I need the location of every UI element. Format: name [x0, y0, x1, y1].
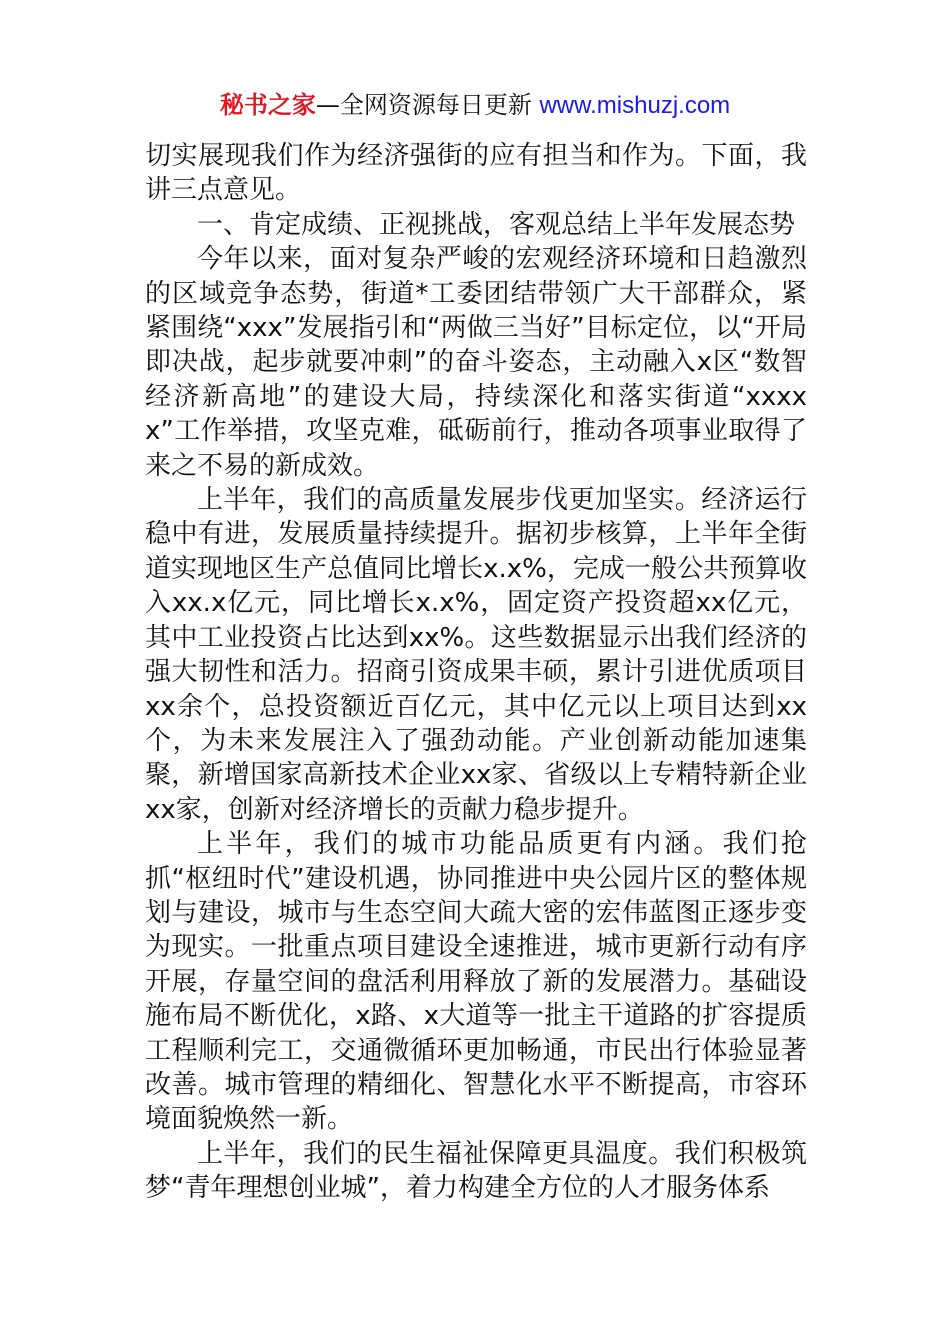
site-brand: 秘书之家	[219, 91, 316, 119]
site-url[interactable]: www.mishuzj.com	[539, 92, 731, 119]
section-heading: 一、肯定成绩、正视挑战，客观总结上半年发展态势	[197, 209, 796, 240]
paragraph: 上半年，我们的高质量发展步伐更加坚实。经济运行稳中有进，发展质量持续提升。据初步核算，上半年全街道实现地区生产总值同比增长x.x%，完成一般公共预算收入xx.x亿元，同比增长x.x%，固定资产投资超xx亿元，其中工业投资占比达到xx%。这些数据显示出我们经济的强大韧性和活力。招商引资成果丰硕，累计引进优质项目xx余个，总投资额近百亿元，其中亿元以上项目达到xx个，为未来发展注入了强劲动能。产业创新动能加速集聚，新增国家高新技术企业xx家、省级以上专精特新企业xx家，创新对经济增长的贡献力稳步提升。	[145, 485, 807, 825]
paragraph: 上半年，我们的民生福祉保障更具温度。我们积极筑梦“青年理想创业城”，着力构建全方位的人才服务体系	[145, 1138, 807, 1204]
paragraph: 上半年，我们的城市功能品质更有内涵。我们抢抓“枢纽时代”建设机遇，协同推进中央公园片区的整体规划与建设，城市与生态空间大疏大密的宏伟蓝图正逐步变为现实。一批重点项目建设全速推进，城市更新行动有序开展，存量空间的盘活利用释放了新的发展潜力。基础设施布局不断优化，x路、x大道等一批主干道路的扩容提质工程顺利完工，交通微循环更加畅通，市民出行体验显著改善。城市管理的精细化、智慧化水平不断提高，市容环境面貌焕然一新。	[145, 829, 807, 1135]
paragraph-continuation: 切实展现我们作为经济强街的应有担当和作为。下面，我讲三点意见。	[145, 141, 807, 206]
paragraph: 今年以来，面对复杂严峻的宏观经济环境和日趋激烈的区域竞争态势，街道*工委团结带领广大干部群众，紧紧围绕“xxx”发展指引和“两做三当好”目标定位，以“开局即决战，起步就要冲刺”的奋斗姿态，主动融入x区“数智经济新高地”的建设大局，持续深化和落实街道“xxxxx”工作举措，攻坚克难，砥砺前行，推动各项事业取得了来之不易的新成效。	[145, 244, 807, 481]
site-slogan: —全网资源每日更新	[315, 91, 540, 119]
site-header	[0, 88, 950, 123]
document-body	[145, 139, 807, 1206]
